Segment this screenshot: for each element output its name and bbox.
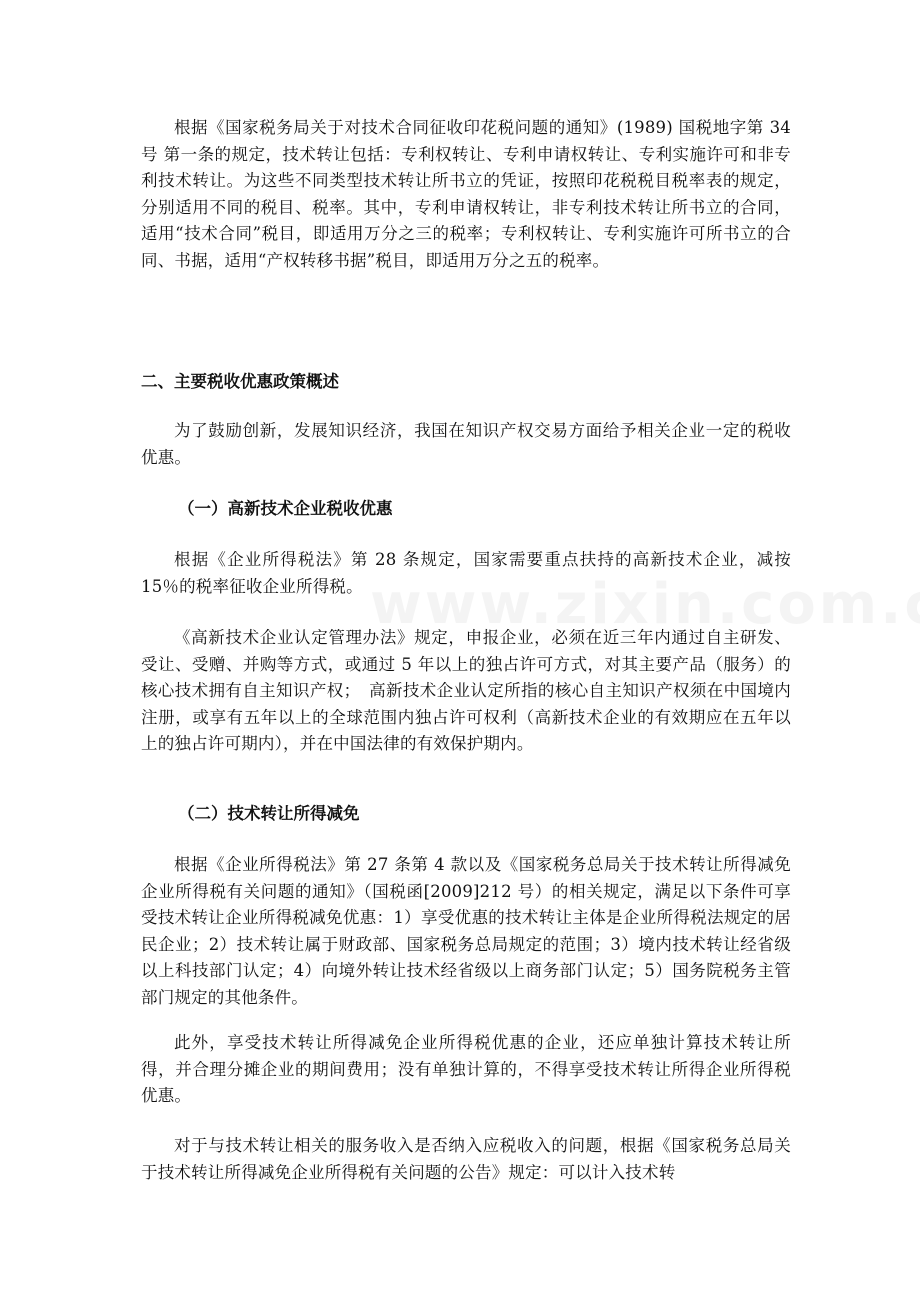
subsection-heading-high-tech: （一）高新技术企业税收优惠: [178, 499, 393, 518]
subsection-heading-tech-transfer: （二）技术转让所得减免: [178, 804, 360, 823]
paragraph-tech-transfer-conditions: 根据《企业所得税法》第 27 条第 4 款以及《国家税务总局关于技术转让所得减免企业所得税有关问题的通知》（国税函[2009]212 号）的相关规定，满足以下条件可享受技术转让企业所得税减免优惠：1）享受优惠的技术转让主体是企业所得税法规定的居民企业；2）技术转让属于财政部、国家税务总局规定的范围；3）境内技术转让经省级以上科技部门认定；4）向境外转让技术经省级以上商务部门认定；5）国务院税务主管部门规定的其他条件。: [141, 855, 791, 1007]
paragraph-service-income: 对于与技术转让相关的服务收入是否纳入应税收入的问题，根据《国家税务总局关于技术转让所得减免企业所得税有关问题的公告》规定：可以计入技术转: [141, 1136, 791, 1182]
paragraph-stamp-tax: 根据《国家税务局关于对技术合同征收印花税问题的通知》(1989) 国税地字第 34 号 第一条的规定，技术转让包括：专利权转让、专利申请权转让、专利实施许可和非专利技术转让。为这些不同类型技术转让所书立的凭证，按照印花税税目税率表的规定，分别适用不同的税目、税率。其中，专利申请权转让，非专利技术转让所书立的合同，适用“技术合同”税目，即适用万分之三的税率；专利权转让、专利实施许可所书立的合同、书据，适用“产权转移书据”税目，即适用万分之五的税率。: [141, 118, 791, 270]
paragraph-high-tech-criteria: 《高新技术企业认定管理办法》规定，申报企业，必须在近三年内通过自主研发、受让、受赠、并购等方式，或通过 5 年以上的独占许可方式，对其主要产品（服务）的核心技术拥有自主知识产权； 高新技术企业认定所指的核心自主知识产权须在中国境内注册，或享有五年以上的全球范围内独占许可权利（高新技术企业的有效期应在五年以上的独占许可期内），并在中国法律的有效保护期内。: [141, 628, 791, 753]
section-heading-tax-incentives: 二、主要税收优惠政策概述: [141, 372, 339, 391]
paragraph-separate-accounting: 此外，享受技术转让所得减免企业所得税优惠的企业，还应单独计算技术转让所得，并合理分摊企业的期间费用；没有单独计算的，不得享受技术转让所得企业所得税优惠。: [141, 1033, 791, 1105]
paragraph-intro: 为了鼓励创新，发展知识经济，我国在知识产权交易方面给予相关企业一定的税收优惠。: [141, 421, 791, 467]
paragraph-high-tech-rate: 根据《企业所得税法》第 28 条规定，国家需要重点扶持的高新技术企业，减按 15％的税率征收企业所得税。: [141, 550, 791, 596]
